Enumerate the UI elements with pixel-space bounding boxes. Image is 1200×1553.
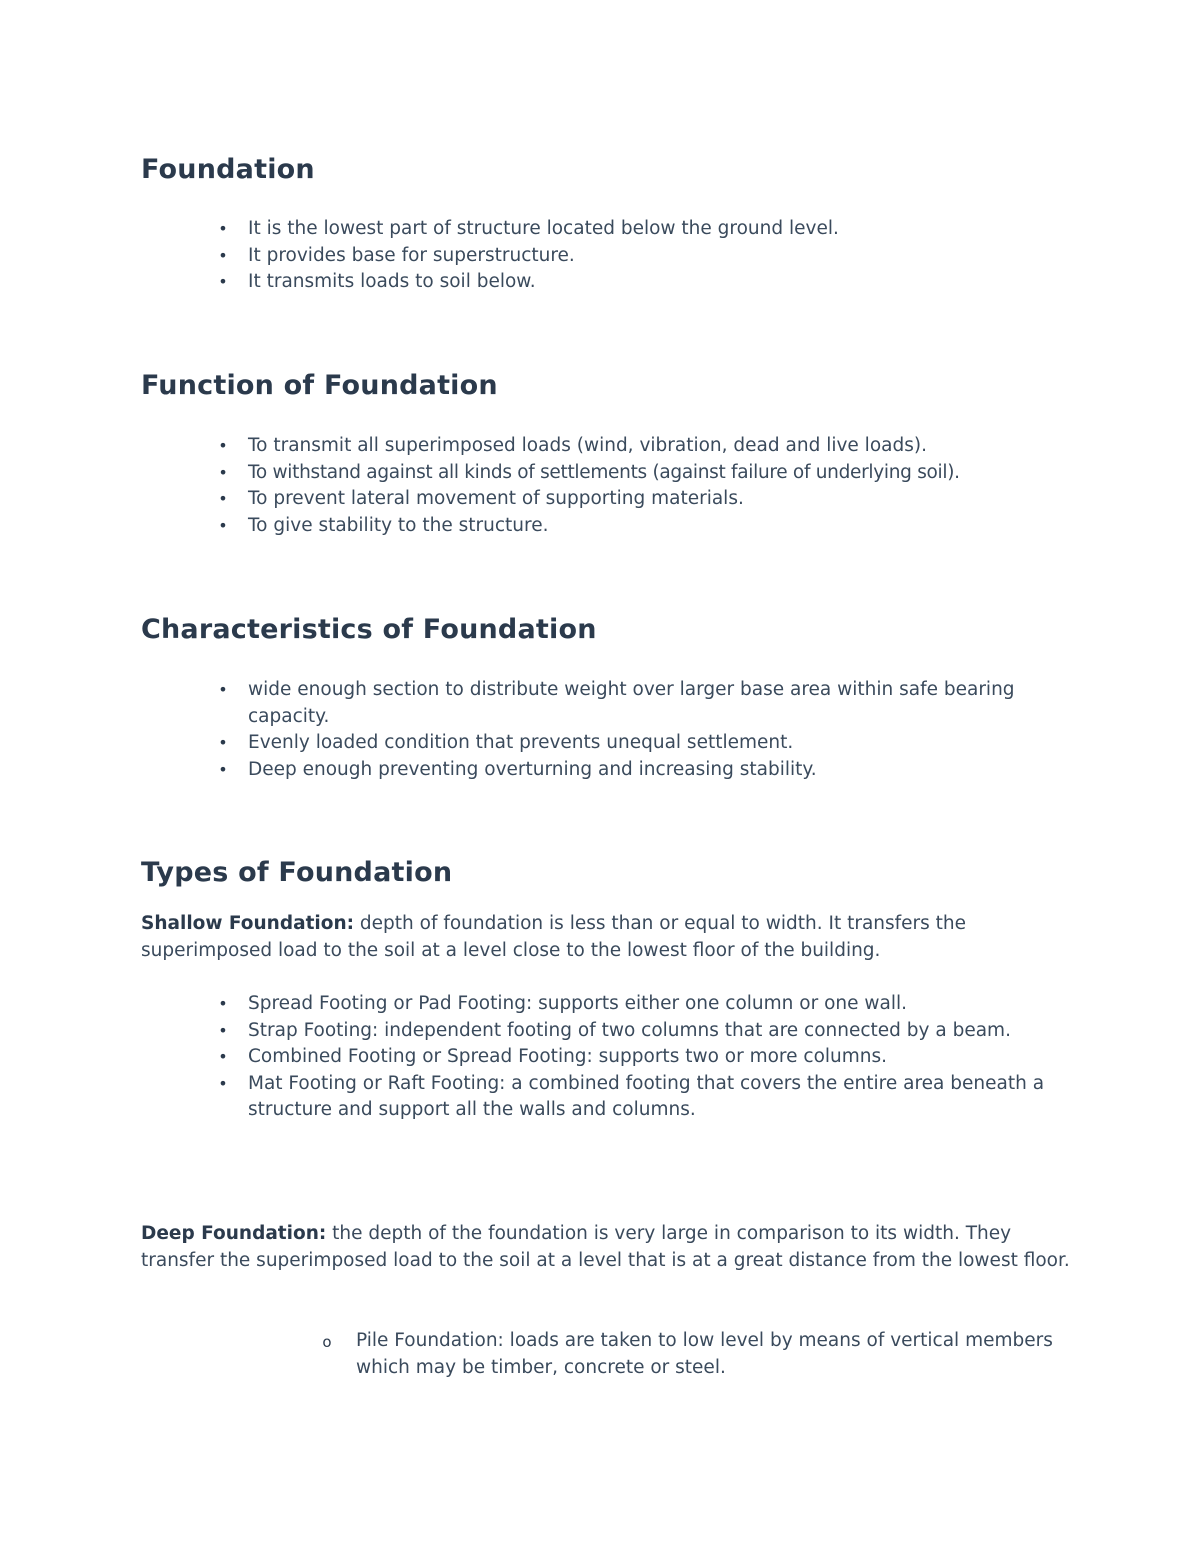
shallow-foundation-text: depth of foundation is less than or equal to width. It transfers the superimposed load to the soil at a level close to the lowest floor of the building. [141,913,967,961]
shallow-foundation-label: Shallow Foundation: [141,913,355,934]
bullet-icon: • [218,515,228,535]
section-heading-function: Function of Foundation [141,370,498,401]
list-item: • To give stability to the structure. [141,513,1101,540]
bullet-icon: • [218,462,228,482]
characteristics-bullet-list [141,677,1041,783]
list-item: • Combined Footing or Spread Footing: supports two or more columns. [141,1044,1061,1071]
list-item: • Mat Footing or Raft Footing: a combined footing that covers the entire area beneath a structure and support all the walls and columns. [141,1071,1061,1124]
bullet-icon: • [218,219,228,238]
list-item: • wide enough section to distribute weight over larger base area within safe bearing capacity. [141,677,1041,730]
list-item: • It provides base for superstructure. [141,243,1081,270]
list-item: • It transmits loads to soil below. [141,269,1081,296]
shallow-foundation-bullet-list [141,991,1061,1124]
deep-foundation-label: Deep Foundation: [141,1223,327,1244]
bullet-icon: • [218,436,228,455]
list-item: • Evenly loaded condition that prevents unequal settlement. [141,730,1041,757]
function-bullet-list [141,433,1101,539]
shallow-foundation-paragraph [141,911,1071,964]
deep-foundation-text: the depth of the foundation is very large in comparison to its width. They transfer the superimposed load to the soil at a level that is at a great distance from the lowest floor. [141,1223,1070,1271]
bullet-icon: • [218,994,228,1013]
bullet-icon: • [218,245,228,265]
bullet-icon: • [218,759,228,779]
bullet-icon: • [218,680,228,699]
bullet-icon: • [218,272,228,291]
list-item: • Strap Footing: independent footing of two columns that are connected by a beam. [141,1018,1061,1045]
list-item: • To transmit all superimposed loads (wind, vibration, dead and live loads). [141,433,1101,460]
bullet-icon: • [218,733,228,752]
hollow-bullet-icon: o [322,1333,332,1351]
deep-foundation-paragraph [141,1221,1071,1274]
list-item: • Spread Footing or Pad Footing: supports either one column or one wall. [141,991,1061,1018]
bullet-icon: • [218,1020,228,1040]
list-item: • It is the lowest part of structure located below the ground level. [141,216,1081,243]
list-item: o Pile Foundation: loads are taken to low level by means of vertical members which may be timber, concrete or steel. [141,1328,1061,1381]
list-item: • To withstand against all kinds of settlements (against failure of underlying soil). [141,460,1101,487]
section-heading-foundation: Foundation [141,154,315,185]
foundation-bullet-list [141,216,1081,296]
bullet-icon: • [218,1047,228,1066]
deep-foundation-bullet-list [141,1328,1061,1381]
section-heading-types: Types of Foundation [141,857,453,888]
bullet-icon: • [218,1073,228,1093]
list-item: • Deep enough preventing overturning and increasing stability. [141,757,1041,784]
list-item: • To prevent lateral movement of supporting materials. [141,486,1101,513]
section-heading-characteristics: Characteristics of Foundation [141,614,597,645]
bullet-icon: • [218,489,228,508]
